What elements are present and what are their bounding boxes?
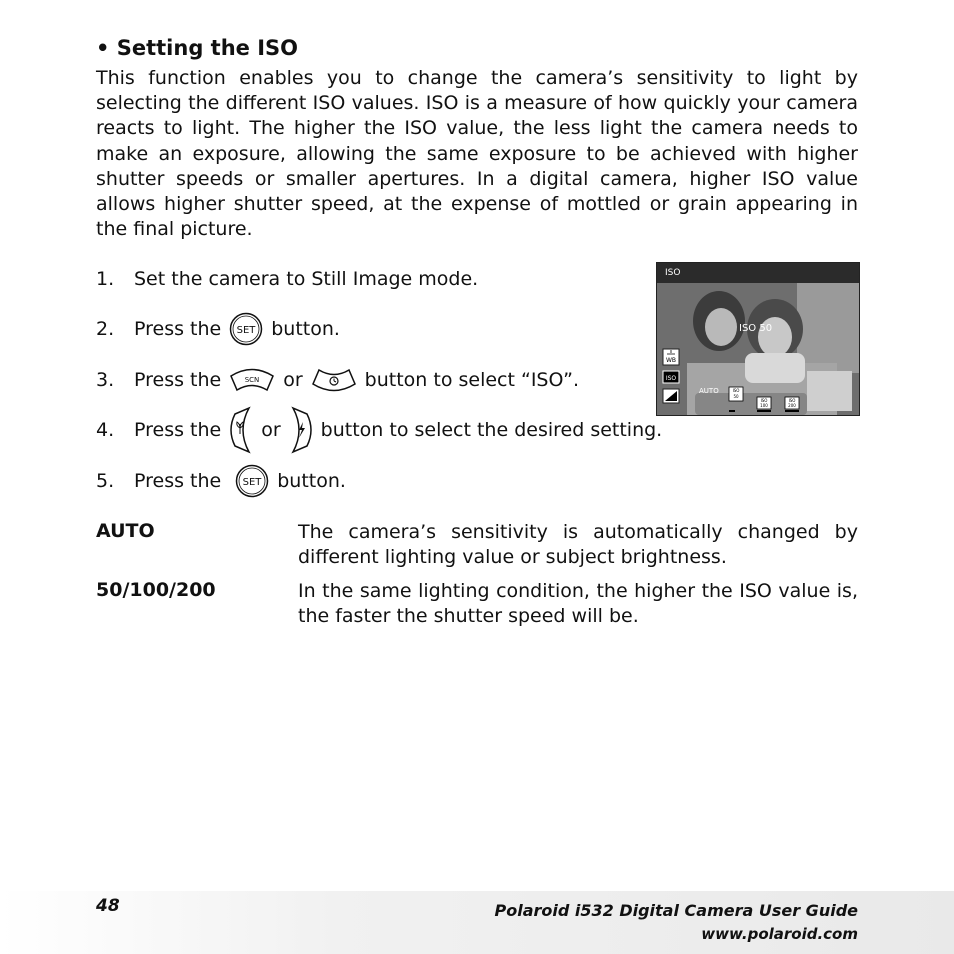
- setting-term-values: 50/100/200: [96, 579, 216, 601]
- set-button-icon: [235, 464, 269, 498]
- svg-text:ISO: ISO: [788, 398, 796, 403]
- scn-icon-label: SCN: [244, 376, 260, 384]
- step-text-pre: Press the: [134, 318, 222, 340]
- step-text-post: button to select “ISO”.: [364, 369, 579, 391]
- step-number: 3.: [96, 369, 115, 391]
- step-number: 4.: [96, 419, 115, 441]
- step-4: [96, 406, 662, 454]
- guide-title: Polaroid i532 Digital Camera User Guide: [494, 901, 858, 920]
- self-timer-down-button-icon: [311, 367, 357, 393]
- setting-desc-values: In the same lighting condition, the higher the ISO value is, the faster the shutter speed will be.: [298, 580, 858, 627]
- lcd-current-iso: ISO 50: [739, 323, 773, 334]
- macro-left-button-icon: [229, 406, 253, 454]
- step-number: 2.: [96, 318, 115, 340]
- setting-term-auto: AUTO: [96, 520, 155, 542]
- lcd-menu-title: ISO: [657, 263, 859, 283]
- flash-right-button-icon: [289, 406, 313, 454]
- svg-text:WB: WB: [665, 357, 677, 364]
- step-number: 1.: [96, 268, 115, 290]
- page-number: 48: [96, 896, 120, 916]
- svg-text:ISO: ISO: [665, 375, 677, 382]
- set-icon-label: SET: [242, 477, 262, 488]
- step-text-pre: Press the: [134, 369, 222, 391]
- section-heading: • Setting the ISO: [96, 36, 299, 60]
- svg-text:200: 200: [788, 403, 796, 408]
- scn-up-button-icon: [229, 367, 275, 393]
- intro-paragraph: This function enables you to change the camera’s sensitivity to light by selecting the different ISO values. ISO is a measure of how quickly your camera reacts to light. The higher the ISO value, the less light the camera needs to make an exposure, allowing the same exposure to be achieved with higher shutter speeds or smaller apertures. In a digital camera, higher ISO value allows higher shutter speed, at the expense of mottled or grain appearing in the final picture.: [96, 67, 858, 241]
- svg-text:ISO: ISO: [732, 388, 740, 393]
- guide-url: www.polaroid.com: [701, 925, 858, 943]
- svg-text:50: 50: [733, 394, 739, 399]
- lcd-auto-label: AUTO: [699, 387, 719, 395]
- step-text: Set the camera to Still Image mode.: [134, 268, 479, 290]
- step-text-post: button.: [271, 318, 340, 340]
- step-text-mid: or: [261, 419, 281, 441]
- lcd-photo: [657, 283, 859, 415]
- camera-lcd-screenshot: [656, 262, 860, 416]
- step-2: [96, 311, 340, 347]
- step-3: [96, 362, 579, 398]
- step-text-pre: Press the: [134, 419, 222, 441]
- svg-text:ISO: ISO: [760, 398, 768, 403]
- step-1: [96, 261, 478, 297]
- set-icon-label: SET: [236, 325, 256, 336]
- step-number: 5.: [96, 470, 115, 492]
- svg-text:100: 100: [760, 403, 768, 408]
- step-text-post: button.: [277, 470, 346, 492]
- set-button-icon: [229, 312, 263, 346]
- setting-desc-auto: The camera’s sensitivity is automatically changed by different lighting value or subject brightness.: [298, 521, 858, 568]
- step-text-mid: or: [283, 369, 303, 391]
- step-text-post: button to select the desired setting.: [320, 419, 663, 441]
- step-text-pre: Press the: [134, 470, 222, 492]
- step-5: [96, 463, 346, 499]
